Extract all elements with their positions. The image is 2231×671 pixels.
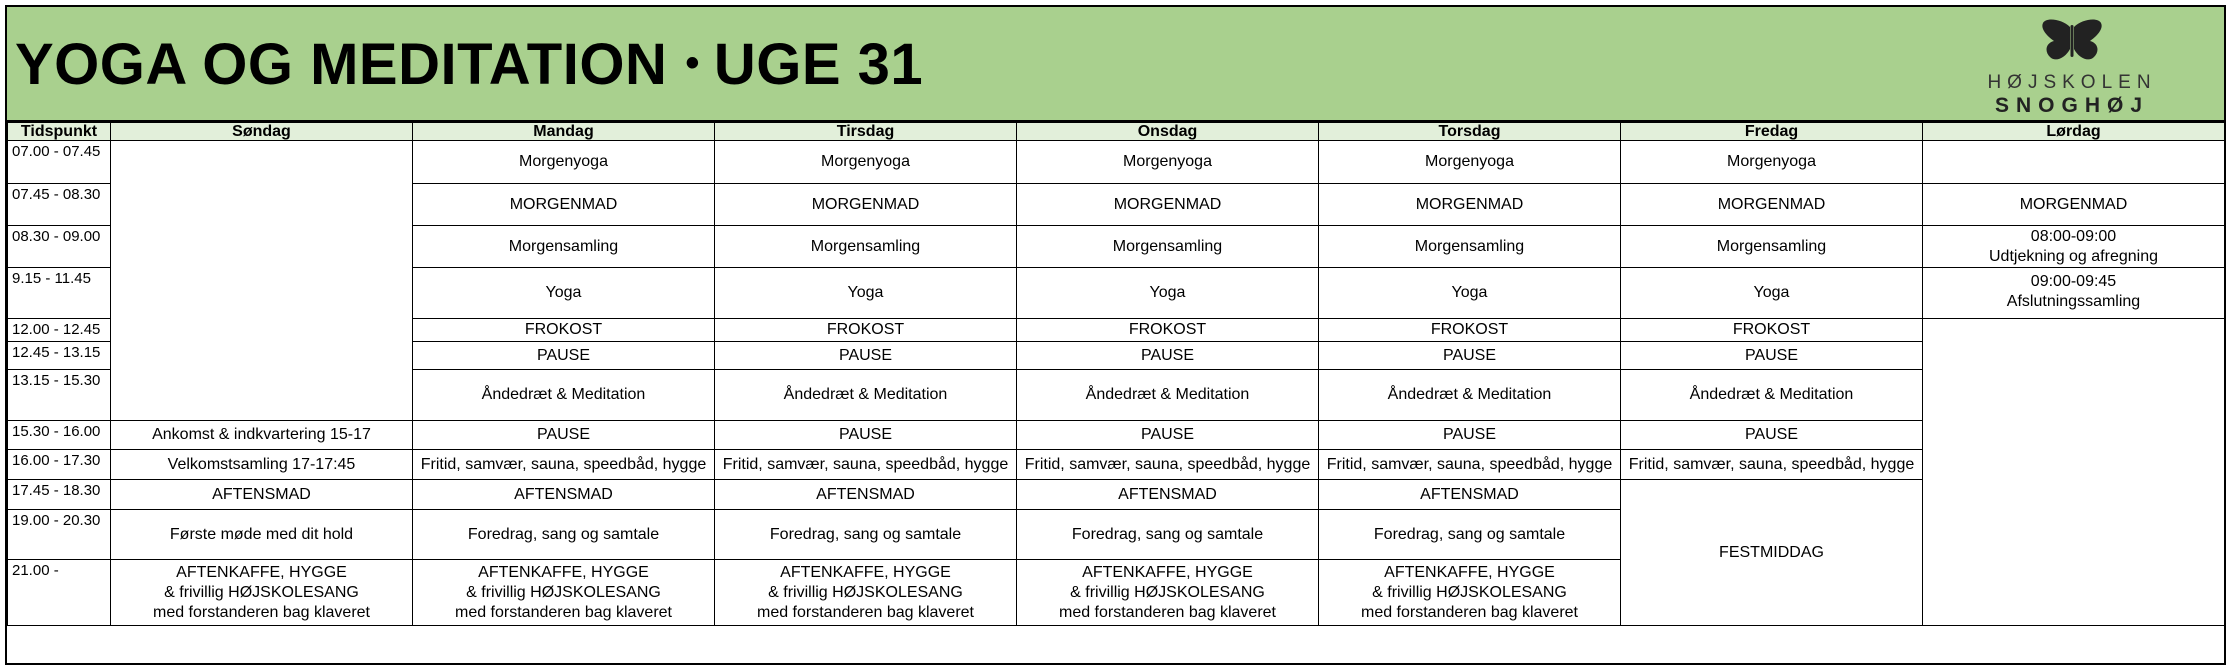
schedule-cell: MORGENMAD [1319,184,1621,226]
evening-line: AFTENKAFFE, HYGGE [1082,563,1253,581]
col-header-time: Tidspunkt [8,123,111,141]
schedule-cell: Morgenyoga [1319,141,1621,184]
schedule-cell: Åndedræt & Meditation [413,370,715,421]
evening-line: AFTENKAFFE, HYGGE [1384,563,1555,581]
schedule-cell: AFTENSMAD [1017,480,1319,510]
schedule-cell: Foredrag, sang og samtale [1017,510,1319,560]
butterfly-icon [2040,19,2104,65]
evening-line: & frivillig HØJSKOLESANG [1070,583,1265,601]
page-title [15,31,923,98]
col-header-tuesday: Tirsdag [715,123,1017,141]
schedule-cell [1923,226,2225,268]
schedule-cell: Fritid, samvær, sauna, speedbåd, hygge [1319,450,1621,480]
schedule-cell: PAUSE [1621,421,1923,450]
schedule-cell: FROKOST [413,319,715,342]
time-cell: 13.15 - 15.30 [8,370,111,421]
schedule-cell: FESTMIDDAG [1621,480,1923,626]
schedule-cell: PAUSE [1017,421,1319,450]
schedule-cell [1923,268,2225,319]
logo-line1: HØJSKOLEN [1987,72,2157,93]
schedule-cell: PAUSE [1017,342,1319,370]
schedule-cell: FROKOST [1621,319,1923,342]
title-separator: • [685,41,700,85]
schedule-cell [111,560,413,626]
col-header-wednesday: Onsdag [1017,123,1319,141]
schedule-cell: Første møde med dit hold [111,510,413,560]
school-logo [1982,15,2162,117]
schedule-cell: PAUSE [1621,342,1923,370]
schedule-cell: Morgensamling [1017,226,1319,268]
schedule-cell: Yoga [1319,268,1621,319]
title-main: YOGA OG MEDITATION [15,32,668,97]
schedule-cell [1017,560,1319,626]
evening-line: med forstanderen bag klaveret [1058,603,1276,621]
evening-line: med forstanderen bag klaveret [152,603,370,621]
col-header-saturday: Lørdag [1923,123,2225,141]
logo-line2: SNOGHØJ [1994,94,2150,117]
schedule-cell: FROKOST [1319,319,1621,342]
evening-line: & frivillig HØJSKOLESANG [466,583,661,601]
table-row [8,480,2225,510]
time-cell: 07.00 - 07.45 [8,141,111,184]
schedule-cell: Morgenyoga [413,141,715,184]
schedule-cell: Foredrag, sang og samtale [413,510,715,560]
schedule-cell: FROKOST [1017,319,1319,342]
schedule-cell: Fritid, samvær, sauna, speedbåd, hygge [1017,450,1319,480]
time-cell: 12.00 - 12.45 [8,319,111,342]
schedule-cell: PAUSE [1319,342,1621,370]
col-header-monday: Mandag [413,123,715,141]
table-row [8,141,2225,184]
time-cell: 07.45 - 08.30 [8,184,111,226]
evening-line: AFTENKAFFE, HYGGE [478,563,649,581]
time-cell: 17.45 - 18.30 [8,480,111,510]
schedule-cell: Morgensamling [1621,226,1923,268]
schedule-cell: PAUSE [715,421,1017,450]
schedule-cell: Åndedræt & Meditation [1319,370,1621,421]
saturday-closing-label: Afslutningssamling [2006,293,2141,310]
schedule-cell: Yoga [715,268,1017,319]
time-cell: 19.00 - 20.30 [8,510,111,560]
table-row [8,421,2225,450]
title-week: UGE 31 [713,32,924,97]
schedule-cell: Fritid, samvær, sauna, speedbåd, hygge [715,450,1017,480]
schedule-cell: Morgenyoga [715,141,1017,184]
evening-line: & frivillig HØJSKOLESANG [1372,583,1567,601]
schedule-cell: Velkomstsamling 17-17:45 [111,450,413,480]
schedule-cell [413,560,715,626]
schedule-cell: PAUSE [413,421,715,450]
col-header-sunday: Søndag [111,123,413,141]
saturday-empty-cell [1923,141,2225,184]
evening-line: med forstanderen bag klaveret [756,603,974,621]
schedule-cell: Morgensamling [715,226,1017,268]
schedule-cell: Yoga [1621,268,1923,319]
schedule-cell: AFTENSMAD [111,480,413,510]
schedule-cell: MORGENMAD [715,184,1017,226]
evening-line: & frivillig HØJSKOLESANG [768,583,963,601]
time-cell: 21.00 - [8,560,111,626]
schedule-cell: Åndedræt & Meditation [1621,370,1923,421]
schedule-cell [715,560,1017,626]
evening-line: med forstanderen bag klaveret [454,603,672,621]
time-cell: 16.00 - 17.30 [8,450,111,480]
schedule-cell: AFTENSMAD [413,480,715,510]
schedule-cell: Åndedræt & Meditation [715,370,1017,421]
table-header-row [8,123,2225,141]
time-cell: 08.30 - 09.00 [8,226,111,268]
saturday-empty-cell [1923,319,2225,626]
time-cell: 9.15 - 11.45 [8,268,111,319]
evening-line: & frivillig HØJSKOLESANG [164,583,359,601]
schedule-cell: MORGENMAD [1017,184,1319,226]
schedule-cell [1319,560,1621,626]
schedule-cell: Åndedræt & Meditation [1017,370,1319,421]
sunday-empty-cell [111,141,413,421]
header-banner [7,7,2224,122]
schedule-cell: Yoga [1017,268,1319,319]
schedule-cell: Morgensamling [413,226,715,268]
schedule-cell: Foredrag, sang og samtale [715,510,1017,560]
schedule-cell: Fritid, samvær, sauna, speedbåd, hygge [1621,450,1923,480]
schedule-cell: Morgensamling [1319,226,1621,268]
schedule-cell: FROKOST [715,319,1017,342]
schedule-table [7,122,2225,626]
saturday-closing-time: 09:00-09:45 [2030,273,2117,290]
evening-line: med forstanderen bag klaveret [1360,603,1578,621]
schedule-cell: PAUSE [1319,421,1621,450]
schedule-cell: MORGENMAD [1621,184,1923,226]
saturday-checkout-time: 08:00-09:00 [2030,227,2117,245]
col-header-friday: Fredag [1621,123,1923,141]
schedule-cell: PAUSE [413,342,715,370]
saturday-checkout-label: Udtjekning og afregning [1988,247,2158,265]
schedule-cell: Foredrag, sang og samtale [1319,510,1621,560]
schedule-cell: PAUSE [715,342,1017,370]
schedule-cell: Fritid, samvær, sauna, speedbåd, hygge [413,450,715,480]
schedule-cell: Morgenyoga [1621,141,1923,184]
col-header-thursday: Torsdag [1319,123,1621,141]
schedule-cell: AFTENSMAD [1319,480,1621,510]
evening-line: AFTENKAFFE, HYGGE [780,563,951,581]
schedule-cell: AFTENSMAD [715,480,1017,510]
evening-line: AFTENKAFFE, HYGGE [176,563,347,581]
schedule-sheet [5,5,2226,665]
schedule-cell: Morgenyoga [1017,141,1319,184]
schedule-cell: Ankomst & indkvartering 15-17 [111,421,413,450]
schedule-cell: MORGENMAD [1923,184,2225,226]
schedule-cell: Yoga [413,268,715,319]
time-cell: 12.45 - 13.15 [8,342,111,370]
schedule-cell: MORGENMAD [413,184,715,226]
time-cell: 15.30 - 16.00 [8,421,111,450]
